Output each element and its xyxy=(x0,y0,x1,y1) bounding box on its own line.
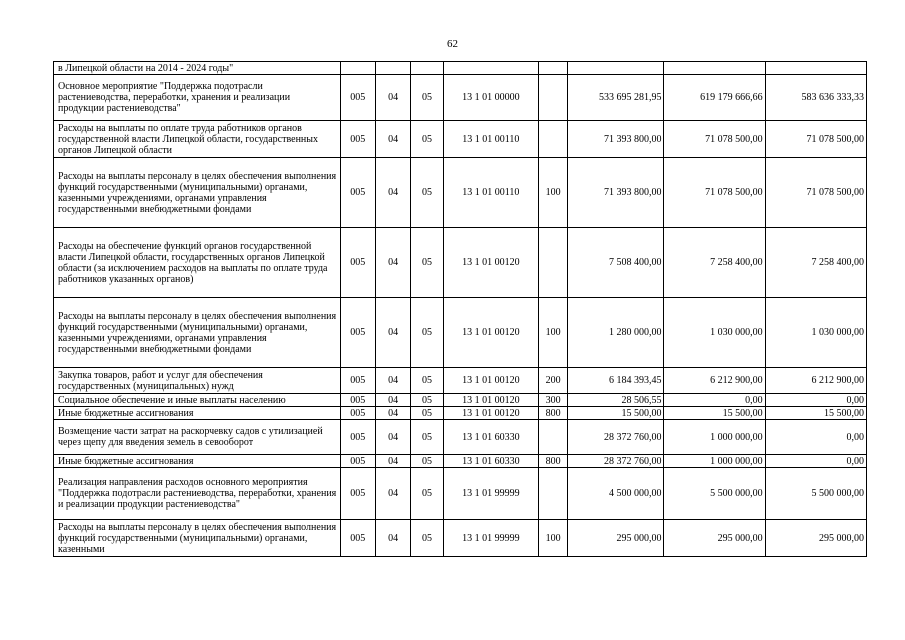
ministry-code-cell: 005 xyxy=(340,75,375,121)
target-article-cell: 13 1 01 99999 xyxy=(443,520,538,557)
row-name-cell: Реализация направления расходов основного мероприятия "Поддержка подотрасли растениеводства, переработки, хранения и реализации продукции растениеводства" xyxy=(54,468,341,520)
target-article-cell: 13 1 01 00120 xyxy=(443,298,538,368)
amount-year-1-cell: 1 280 000,00 xyxy=(568,298,664,368)
section-code-cell: 04 xyxy=(375,368,410,394)
subsection-code-cell: 05 xyxy=(411,420,443,455)
subsection-code-cell: 05 xyxy=(411,298,443,368)
amount-year-3-cell: 0,00 xyxy=(765,455,866,468)
table-row xyxy=(54,298,867,368)
amount-year-2-cell: 1 000 000,00 xyxy=(664,420,765,455)
target-article-cell: 13 1 01 00120 xyxy=(443,394,538,407)
expense-type-cell xyxy=(538,468,567,520)
expense-type-cell: 100 xyxy=(538,158,567,228)
amount-year-1-cell xyxy=(568,62,664,75)
row-name-cell: Иные бюджетные ассигнования xyxy=(54,455,341,468)
amount-year-2-cell: 295 000,00 xyxy=(664,520,765,557)
amount-year-3-cell: 0,00 xyxy=(765,394,866,407)
table-row xyxy=(54,228,867,298)
budget-table xyxy=(53,61,867,557)
amount-year-3-cell: 0,00 xyxy=(765,420,866,455)
expense-type-cell: 100 xyxy=(538,298,567,368)
ministry-code-cell: 005 xyxy=(340,520,375,557)
row-name-cell: Социальное обеспечение и иные выплаты населению xyxy=(54,394,341,407)
ministry-code-cell: 005 xyxy=(340,455,375,468)
subsection-code-cell: 05 xyxy=(411,75,443,121)
amount-year-3-cell: 7 258 400,00 xyxy=(765,228,866,298)
expense-type-cell xyxy=(538,75,567,121)
subsection-code-cell: 05 xyxy=(411,228,443,298)
target-article-cell: 13 1 01 60330 xyxy=(443,420,538,455)
amount-year-1-cell: 71 393 800,00 xyxy=(568,121,664,158)
subsection-code-cell: 05 xyxy=(411,158,443,228)
amount-year-3-cell: 1 030 000,00 xyxy=(765,298,866,368)
row-name-cell: Иные бюджетные ассигнования xyxy=(54,407,341,420)
expense-type-cell: 800 xyxy=(538,407,567,420)
ministry-code-cell: 005 xyxy=(340,468,375,520)
target-article-cell: 13 1 01 00120 xyxy=(443,228,538,298)
amount-year-2-cell: 71 078 500,00 xyxy=(664,121,765,158)
ministry-code-cell: 005 xyxy=(340,158,375,228)
section-code-cell: 04 xyxy=(375,520,410,557)
section-code-cell: 04 xyxy=(375,75,410,121)
amount-year-1-cell: 15 500,00 xyxy=(568,407,664,420)
table-row xyxy=(54,62,867,75)
expense-type-cell xyxy=(538,121,567,158)
subsection-code-cell: 05 xyxy=(411,520,443,557)
subsection-code-cell: 05 xyxy=(411,468,443,520)
amount-year-1-cell: 295 000,00 xyxy=(568,520,664,557)
table-row xyxy=(54,407,867,420)
amount-year-2-cell: 1 030 000,00 xyxy=(664,298,765,368)
ministry-code-cell: 005 xyxy=(340,407,375,420)
subsection-code-cell xyxy=(411,62,443,75)
amount-year-1-cell: 28 506,55 xyxy=(568,394,664,407)
table-row xyxy=(54,420,867,455)
target-article-cell: 13 1 01 00110 xyxy=(443,158,538,228)
table-body xyxy=(54,62,867,557)
ministry-code-cell: 005 xyxy=(340,368,375,394)
ministry-code-cell xyxy=(340,62,375,75)
amount-year-2-cell: 7 258 400,00 xyxy=(664,228,765,298)
amount-year-1-cell: 28 372 760,00 xyxy=(568,420,664,455)
amount-year-2-cell xyxy=(664,62,765,75)
table-row xyxy=(54,158,867,228)
expense-type-cell: 100 xyxy=(538,520,567,557)
amount-year-2-cell: 619 179 666,66 xyxy=(664,75,765,121)
page-number: 62 xyxy=(447,38,458,50)
table-row xyxy=(54,468,867,520)
table-row xyxy=(54,368,867,394)
subsection-code-cell: 05 xyxy=(411,394,443,407)
row-name-cell: Основное мероприятие "Поддержка подотрасли растениеводства, переработки, хранения и реализации продукции растениеводства" xyxy=(54,75,341,121)
amount-year-2-cell: 71 078 500,00 xyxy=(664,158,765,228)
table-row xyxy=(54,121,867,158)
amount-year-3-cell: 71 078 500,00 xyxy=(765,121,866,158)
amount-year-1-cell: 71 393 800,00 xyxy=(568,158,664,228)
section-code-cell: 04 xyxy=(375,228,410,298)
section-code-cell: 04 xyxy=(375,298,410,368)
expense-type-cell xyxy=(538,420,567,455)
amount-year-2-cell: 6 212 900,00 xyxy=(664,368,765,394)
row-name-cell: Возмещение части затрат на раскорчевку садов с утилизацией через щепу для введения земель в севооборот xyxy=(54,420,341,455)
row-name-cell: Расходы на обеспечение функций органов государственной власти Липецкой области, государственных органов Липецкой области (за исключением расходов на выплаты по оплате труда работников указанных органов) xyxy=(54,228,341,298)
amount-year-2-cell: 15 500,00 xyxy=(664,407,765,420)
section-code-cell: 04 xyxy=(375,468,410,520)
amount-year-1-cell: 4 500 000,00 xyxy=(568,468,664,520)
amount-year-2-cell: 1 000 000,00 xyxy=(664,455,765,468)
expense-type-cell xyxy=(538,228,567,298)
target-article-cell: 13 1 01 99999 xyxy=(443,468,538,520)
ministry-code-cell: 005 xyxy=(340,121,375,158)
ministry-code-cell: 005 xyxy=(340,298,375,368)
amount-year-1-cell: 28 372 760,00 xyxy=(568,455,664,468)
row-name-cell: Расходы на выплаты персоналу в целях обеспечения выполнения функций государственными (муниципальными) органами, казенными xyxy=(54,520,341,557)
table-row xyxy=(54,75,867,121)
amount-year-1-cell: 533 695 281,95 xyxy=(568,75,664,121)
amount-year-2-cell: 0,00 xyxy=(664,394,765,407)
target-article-cell xyxy=(443,62,538,75)
amount-year-2-cell: 5 500 000,00 xyxy=(664,468,765,520)
subsection-code-cell: 05 xyxy=(411,368,443,394)
row-name-cell: Расходы на выплаты персоналу в целях обеспечения выполнения функций государственными (муниципальными) органами, казенными учреждениями, органами управления государственными внебюджетными фондами xyxy=(54,158,341,228)
amount-year-1-cell: 7 508 400,00 xyxy=(568,228,664,298)
expense-type-cell: 200 xyxy=(538,368,567,394)
subsection-code-cell: 05 xyxy=(411,407,443,420)
amount-year-3-cell: 15 500,00 xyxy=(765,407,866,420)
expense-type-cell: 300 xyxy=(538,394,567,407)
expense-type-cell: 800 xyxy=(538,455,567,468)
row-name-cell: в Липецкой области на 2014 - 2024 годы" xyxy=(54,62,341,75)
amount-year-3-cell xyxy=(765,62,866,75)
row-name-cell: Расходы на выплаты персоналу в целях обеспечения выполнения функций государственными (муниципальными) органами, казенными учреждениями, органами управления государственными внебюджетными фондами xyxy=(54,298,341,368)
target-article-cell: 13 1 01 00120 xyxy=(443,407,538,420)
expense-type-cell xyxy=(538,62,567,75)
target-article-cell: 13 1 01 00110 xyxy=(443,121,538,158)
row-name-cell: Закупка товаров, работ и услуг для обеспечения государственных (муниципальных) нужд xyxy=(54,368,341,394)
table-row xyxy=(54,520,867,557)
subsection-code-cell: 05 xyxy=(411,121,443,158)
amount-year-3-cell: 583 636 333,33 xyxy=(765,75,866,121)
amount-year-3-cell: 71 078 500,00 xyxy=(765,158,866,228)
section-code-cell: 04 xyxy=(375,455,410,468)
ministry-code-cell: 005 xyxy=(340,228,375,298)
table-row xyxy=(54,455,867,468)
row-name-cell: Расходы на выплаты по оплате труда работников органов государственной власти Липецкой области, государственных органов Липецкой области xyxy=(54,121,341,158)
target-article-cell: 13 1 01 00120 xyxy=(443,368,538,394)
section-code-cell: 04 xyxy=(375,121,410,158)
target-article-cell: 13 1 01 60330 xyxy=(443,455,538,468)
target-article-cell: 13 1 01 00000 xyxy=(443,75,538,121)
ministry-code-cell: 005 xyxy=(340,420,375,455)
amount-year-3-cell: 6 212 900,00 xyxy=(765,368,866,394)
section-code-cell: 04 xyxy=(375,158,410,228)
section-code-cell: 04 xyxy=(375,420,410,455)
table-row xyxy=(54,394,867,407)
subsection-code-cell: 05 xyxy=(411,455,443,468)
section-code-cell: 04 xyxy=(375,407,410,420)
amount-year-1-cell: 6 184 393,45 xyxy=(568,368,664,394)
amount-year-3-cell: 295 000,00 xyxy=(765,520,866,557)
section-code-cell xyxy=(375,62,410,75)
amount-year-3-cell: 5 500 000,00 xyxy=(765,468,866,520)
section-code-cell: 04 xyxy=(375,394,410,407)
ministry-code-cell: 005 xyxy=(340,394,375,407)
